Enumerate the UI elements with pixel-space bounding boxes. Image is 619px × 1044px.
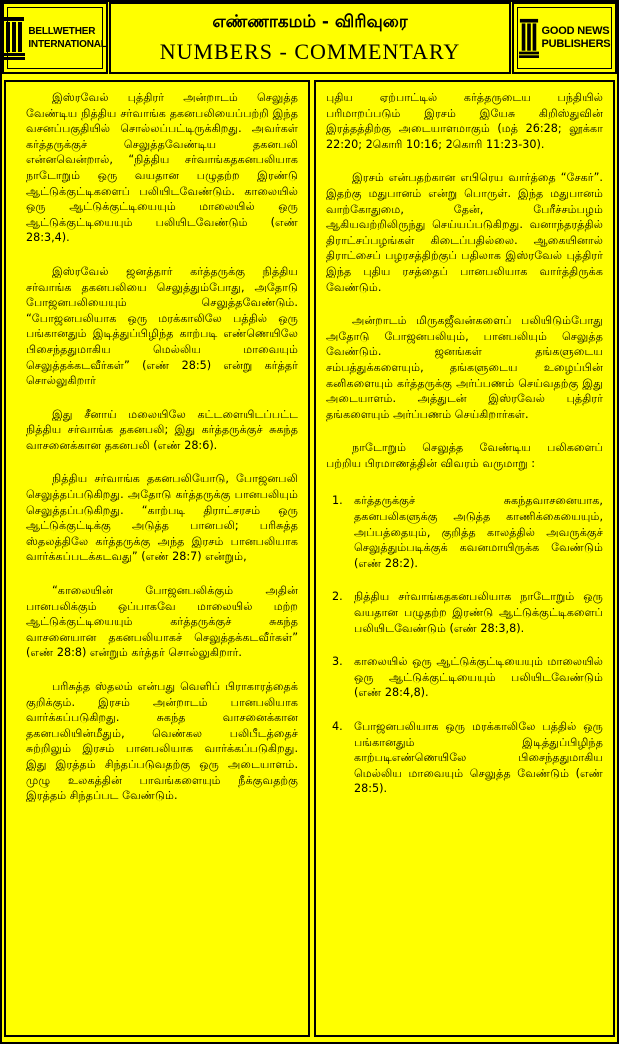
left-column — [4, 80, 310, 1037]
title-english: NUMBERS - COMMENTARY — [159, 39, 461, 64]
list-number: 2. — [332, 590, 343, 604]
list-text: நித்திய சர்வாங்கதகனபலியாக நாடோறும் ஒரு வயதான பழுதற்ற இரண்டு ஆட்டுக்குட்டிகளைப் பலியிடவேண்டும் (எண் 28:3,8). — [354, 590, 603, 635]
goodnews-logo-box — [512, 2, 617, 74]
list-item — [326, 719, 603, 797]
paragraph: இரசம் என்பதற்கான எபிரெய வார்த்தை “சேகர்”. இதற்கு மதுபானம் என்று பொருள். இந்த மதுபானம் வாற்கோதுமை, தேன், பேரீச்சம்பழம் ஆகியவற்றிலிருந்து செய்யப்படுகிறது. வனாந்தரத்தில் திராட்சப்பழங்கள் கிடைப்பதில்லை. ஆகையினால் திராட்சைப் பழரசத்திற்குப் பதிலாக இஸ்ரவேல் புத்திரர் இந்த புதிய ரசத்தைப் பானபலியாக வார்த்திருக்க வேண்டும். — [326, 171, 603, 294]
list-number: 1. — [332, 494, 343, 508]
list-item — [326, 493, 603, 571]
paragraph: நாடோறும் செலுத்த வேண்டிய பலிகளைப் பற்றிய பிரமாணத்தின் விவரம் வருமாறு : — [326, 441, 603, 470]
bellwether-logo-text — [28, 25, 106, 51]
paragraph: நித்திய சர்வாங்க தகனபலியோடு, போஜனபலி செலுத்தப்படுகிறது. அதோடு கர்த்தருக்கு பானபலியும் செலுத்தப்படுகிறது. “காற்படி திராட்சரசம் ஒரு ஆட்டுக்குட்டிக்கு அடுத்த பானபலி; பரிசுத்த ஸ்தலத்திலே கர்த்தருக்கு அந்த இரசம் பானபலியாக வார்க்கப்படக்கடவது” (எண் 28:7) என்றும், — [26, 472, 298, 564]
list-number: 3. — [332, 655, 343, 669]
list-item — [326, 589, 603, 636]
paragraph: இஸ்ரவேல் ஜனத்தார் கர்த்தருக்கு நித்திய சர்வாங்க தகனபலியை செலுத்தும்போது, அதோடு போஜனபலியையும் செலுத்தவேண்டும். “போஜனபலியாக ஒரு மரக்காலிலே பத்தில் ஒரு பங்கானதும் இடித்துப்பிழிந்த காற்படி எண்ணெயிலே பிசைந்ததுமாகிய மெல்லிய மாவையும் செலுத்தக்கடவீர்கள்” (எண் 28:5) என்று கர்த்தர் சொல்லுகிறார் — [26, 264, 298, 388]
pillar-logo-icon — [3, 15, 25, 61]
list-number: 4. — [332, 720, 343, 733]
title-box — [109, 2, 511, 74]
list-item — [326, 654, 603, 701]
paragraph: இஸ்ரவேல் புத்திரர் அன்றாடம் செலுத்த வேண்டிய நித்திய சர்வாங்க தகனபலியைப்பற்றி இந்த வசனப்பகுதியில் சொல்லப்பட்டிருக்கிறது. அவர்கள் கர்த்தருக்குச் செலுத்தவேண்டிய தகனபலி என்னவென்றால், “நித்திய சர்வாங்கதகனபலியாக நாடோறும் ஒரு வயதான பழுதற்ற இரண்டு ஆட்டுக்குட்டிகளைப் பலியிடவேண்டும். காலையில் ஒரு ஆட்டுக்குட்டியையும் மாலையில் ஒரு ஆட்டுக்குட்டியையும் பலியிடவேண்டும் (எண் 28:3,4). — [26, 91, 298, 245]
paragraph: “காலையின் போஜனபலிக்கும் அதின் பானபலிக்கும் ஒப்பாகவே மாலையில் மற்ற ஆட்டுக்குட்டியையும் கர்த்தருக்குச் சுகந்த வாசனையான தகனபலியாகச் செலுத்தக்கடவீர்கள்” (எண் 28:8) என்றும் கர்த்தர் சொல்லுகிறார். — [26, 584, 298, 660]
logo-line2: INTERNATIONAL — [28, 39, 107, 50]
bellwether-logo-box — [2, 2, 108, 74]
logo-line2: PUBLISHERS — [541, 38, 611, 50]
list-text: போஜனபலியாக ஒரு மரக்காலிலே பத்தில் ஒரு பங்கானதும் இடித்துப்பிழிந்த காற்படிஎண்ணெயிலே பிசைந்ததுமாகிய மெல்லிய மாவையும் செலுத்த வேண்டும் (எண் 28:5). — [354, 720, 603, 796]
pillar-logo-icon — [519, 15, 539, 61]
logo-line1: BELLWETHER — [28, 26, 96, 37]
goodnews-logo-text — [542, 25, 611, 51]
logo-line1: GOOD NEWS — [541, 25, 610, 37]
right-column — [314, 80, 615, 1037]
paragraph: புதிய ஏற்பாட்டில் கர்த்தருடைய பந்தியில் பரிமாறப்படும் இரசம் இயேசு கிறிஸ்துவின் இரத்தத்திற்கு அடையாளமாகும் (மத் 26:28; லூக்கா 22:20; 2கொரி 10:16; 2கொரி 11:23-30). — [326, 91, 603, 151]
list-text: காலையில் ஒரு ஆட்டுக்குட்டியையும் மாலையில் ஒரு ஆட்டுக்குட்டியையும் பலியிடவேண்டும் (எண் 28:4,8). — [354, 655, 603, 700]
paragraph: அன்றாடம் மிருகஜீவன்களைப் பலியிடும்போது அதோடு போஜனபலியும், பானபலியும் செலுத்த வேண்டும். ஜனங்கள் தங்களுடைய சம்பத்துக்களையும், தங்களுடைய உழைப்பின் கனிகளையும் கர்த்தருக்கு அர்ப்பணம் செய்வதற்கு இது அடையாளம். அத்துடன் இஸ்ரவேல் புத்திரர் தங்களையும் அர்ப்பணம் செய்கிறார்கள். — [326, 314, 603, 421]
paragraph: பரிசுத்த ஸ்தலம் என்பது வெளிப் பிராகாரத்தைக் குறிக்கும். இரசம் அன்றாடம் பானபலியாக வார்க்கப்படுகிறது. சுகந்த வாசனைக்கான தகனபலியின்மீதும், வெண்கல பலிபீடத்தைச் சுற்றிலும் இரசம் பானபலியாக வார்க்கப்படுகிறது. இது இரத்தம் சிந்தப்படுவதற்கு ஒரு அடையாளம். முழு உலகத்தின் பாவங்களையும் நீக்குவதற்கு இரத்தம் சிந்தப்பட வேண்டும். — [26, 680, 298, 803]
paragraph: இது சீனாய் மலையிலே கட்டளையிடப்பட்ட நித்திய சர்வாங்க தகனபலி; இது கர்த்தருக்குச் சுகந்த வாசனைக்கான தகனபலி (எண் 28:6). — [26, 407, 298, 452]
list-text: கர்த்தருக்குச் சுகந்தவாசனையாக, தகனபலிகளுக்கு அடுத்த காணிக்கையையும், அப்பத்தையும், குறித்த காலத்தில் அவருக்குச் செலுத்தும்படிக்குக் கவனமாயிருக்க வேண்டும் (எண் 28:2). — [354, 494, 603, 570]
rules-list — [326, 493, 603, 797]
title-tamil: எண்ணாகமம் - விரிவுரை — [212, 12, 408, 32]
